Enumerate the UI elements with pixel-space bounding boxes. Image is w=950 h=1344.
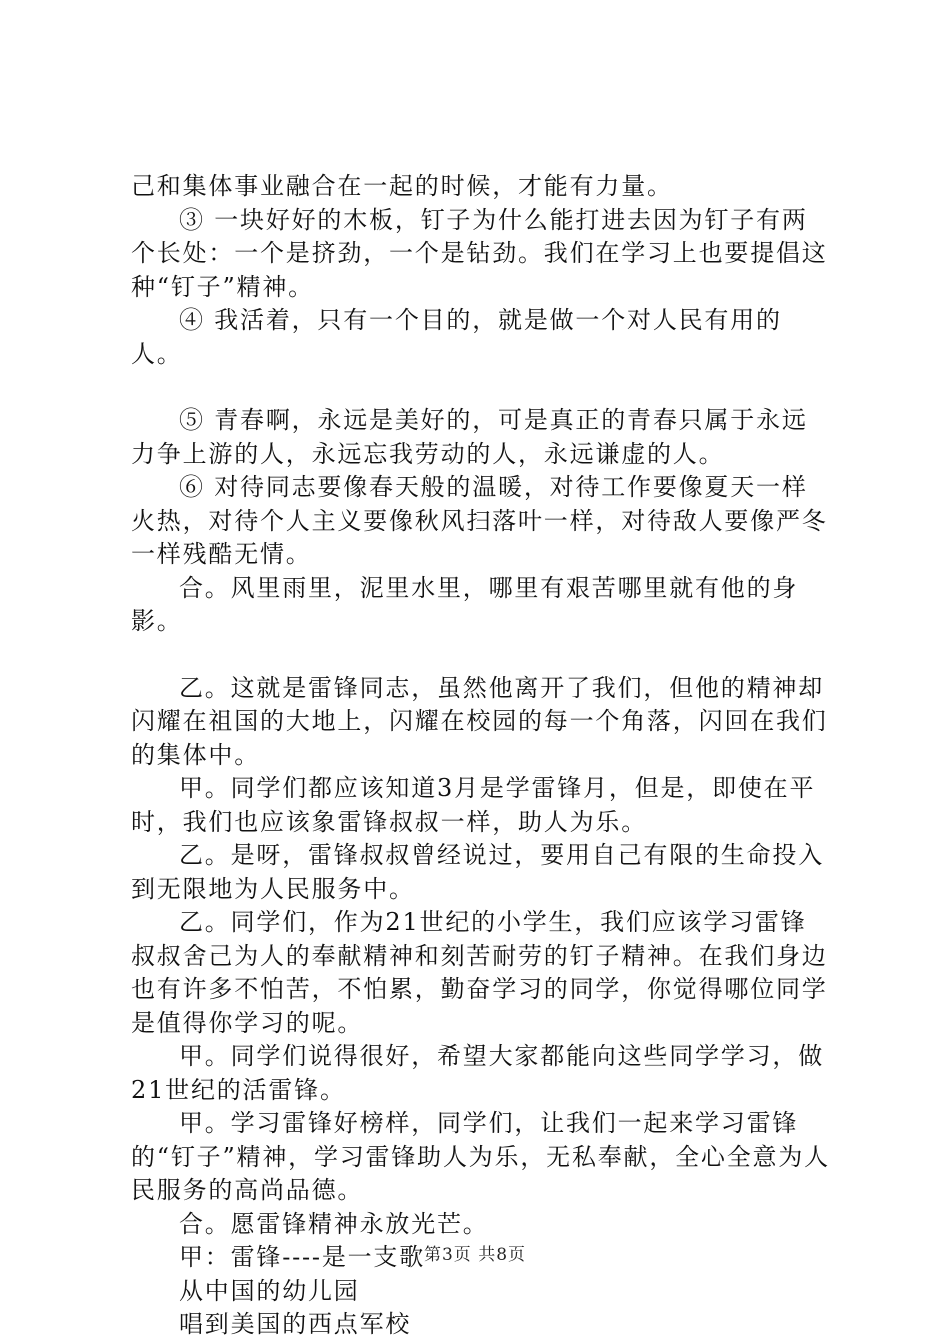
paragraph: ⑥ 对待同志要像春天般的温暖，对待工作要像夏天一样火热，对待个人主义要像秋风扫落叶一样，对待敌人要像严冬一样残酷无情。 bbox=[131, 473, 828, 568]
paragraph: 从中国的幼儿园 bbox=[179, 1276, 360, 1305]
paragraph: ③ 一块好好的木板，钉子为什么能打进去因为钉子有两个长处：一个是挤劲，一个是钻劲。我们在学习上也要提倡这种“钉子”精神。 bbox=[131, 205, 828, 301]
spacer bbox=[131, 639, 831, 672]
paragraph: 唱到美国的西点军校 bbox=[179, 1310, 412, 1338]
paragraph: 乙。是呀，雷锋叔叔曾经说过，要用自己有限的生命投入到无限地为人民服务中。 bbox=[131, 841, 824, 903]
paragraph: 乙。这就是雷锋同志，虽然他离开了我们，但他的精神却闪耀在祖国的大地上，闪耀在校园的每一个角落，闪回在我们的集体中。 bbox=[131, 673, 828, 769]
paragraph: 合。风里雨里，泥里水里，哪里有艰苦哪里就有他的身影。 bbox=[131, 573, 799, 635]
page-footer: 第3页 共8页 bbox=[423, 1245, 527, 1265]
paragraph: 合。愿雷锋精神永放光芒。 bbox=[179, 1209, 489, 1238]
paragraph: 甲。学习雷锋好榜样，同学们，让我们一起来学习雷锋的“钉子”精神，学习雷锋助人为乐，无私奉献，全心全意为人民服务的高尚品德。 bbox=[131, 1109, 830, 1204]
document-body bbox=[131, 170, 831, 1342]
paragraph: 己和集体事业融合在一起的时候，才能有力量。 bbox=[131, 172, 673, 200]
paragraph: 乙。同学们，作为21世纪的小学生，我们应该学习雷锋叔叔舍己为人的奉献精神和刻苦耐劳的钉子精神。在我们身边也有许多不怕苦，不怕累，勤奋学习的同学，你觉得哪位同学是值得你学习的呢。 bbox=[131, 908, 828, 1037]
paragraph: 甲。同学们说得很好，希望大家都能向这些同学学习，做21世纪的活雷锋。 bbox=[131, 1042, 824, 1104]
spacer bbox=[131, 371, 831, 404]
paragraph: 甲。同学们都应该知道3月是学雷锋月，但是，即使在平时，我们也应该象雷锋叔叔一样，助人为乐。 bbox=[131, 774, 816, 836]
paragraph: ④ 我活着，只有一个目的，就是做一个对人民有用的人。 bbox=[131, 306, 782, 368]
paragraph: 甲：雷锋----是一支歌 bbox=[179, 1243, 426, 1271]
paragraph: ⑤ 青春啊，永远是美好的，可是真正的青春只属于永远力争上游的人，永远忘我劳动的人，永远谦虚的人。 bbox=[131, 406, 808, 468]
